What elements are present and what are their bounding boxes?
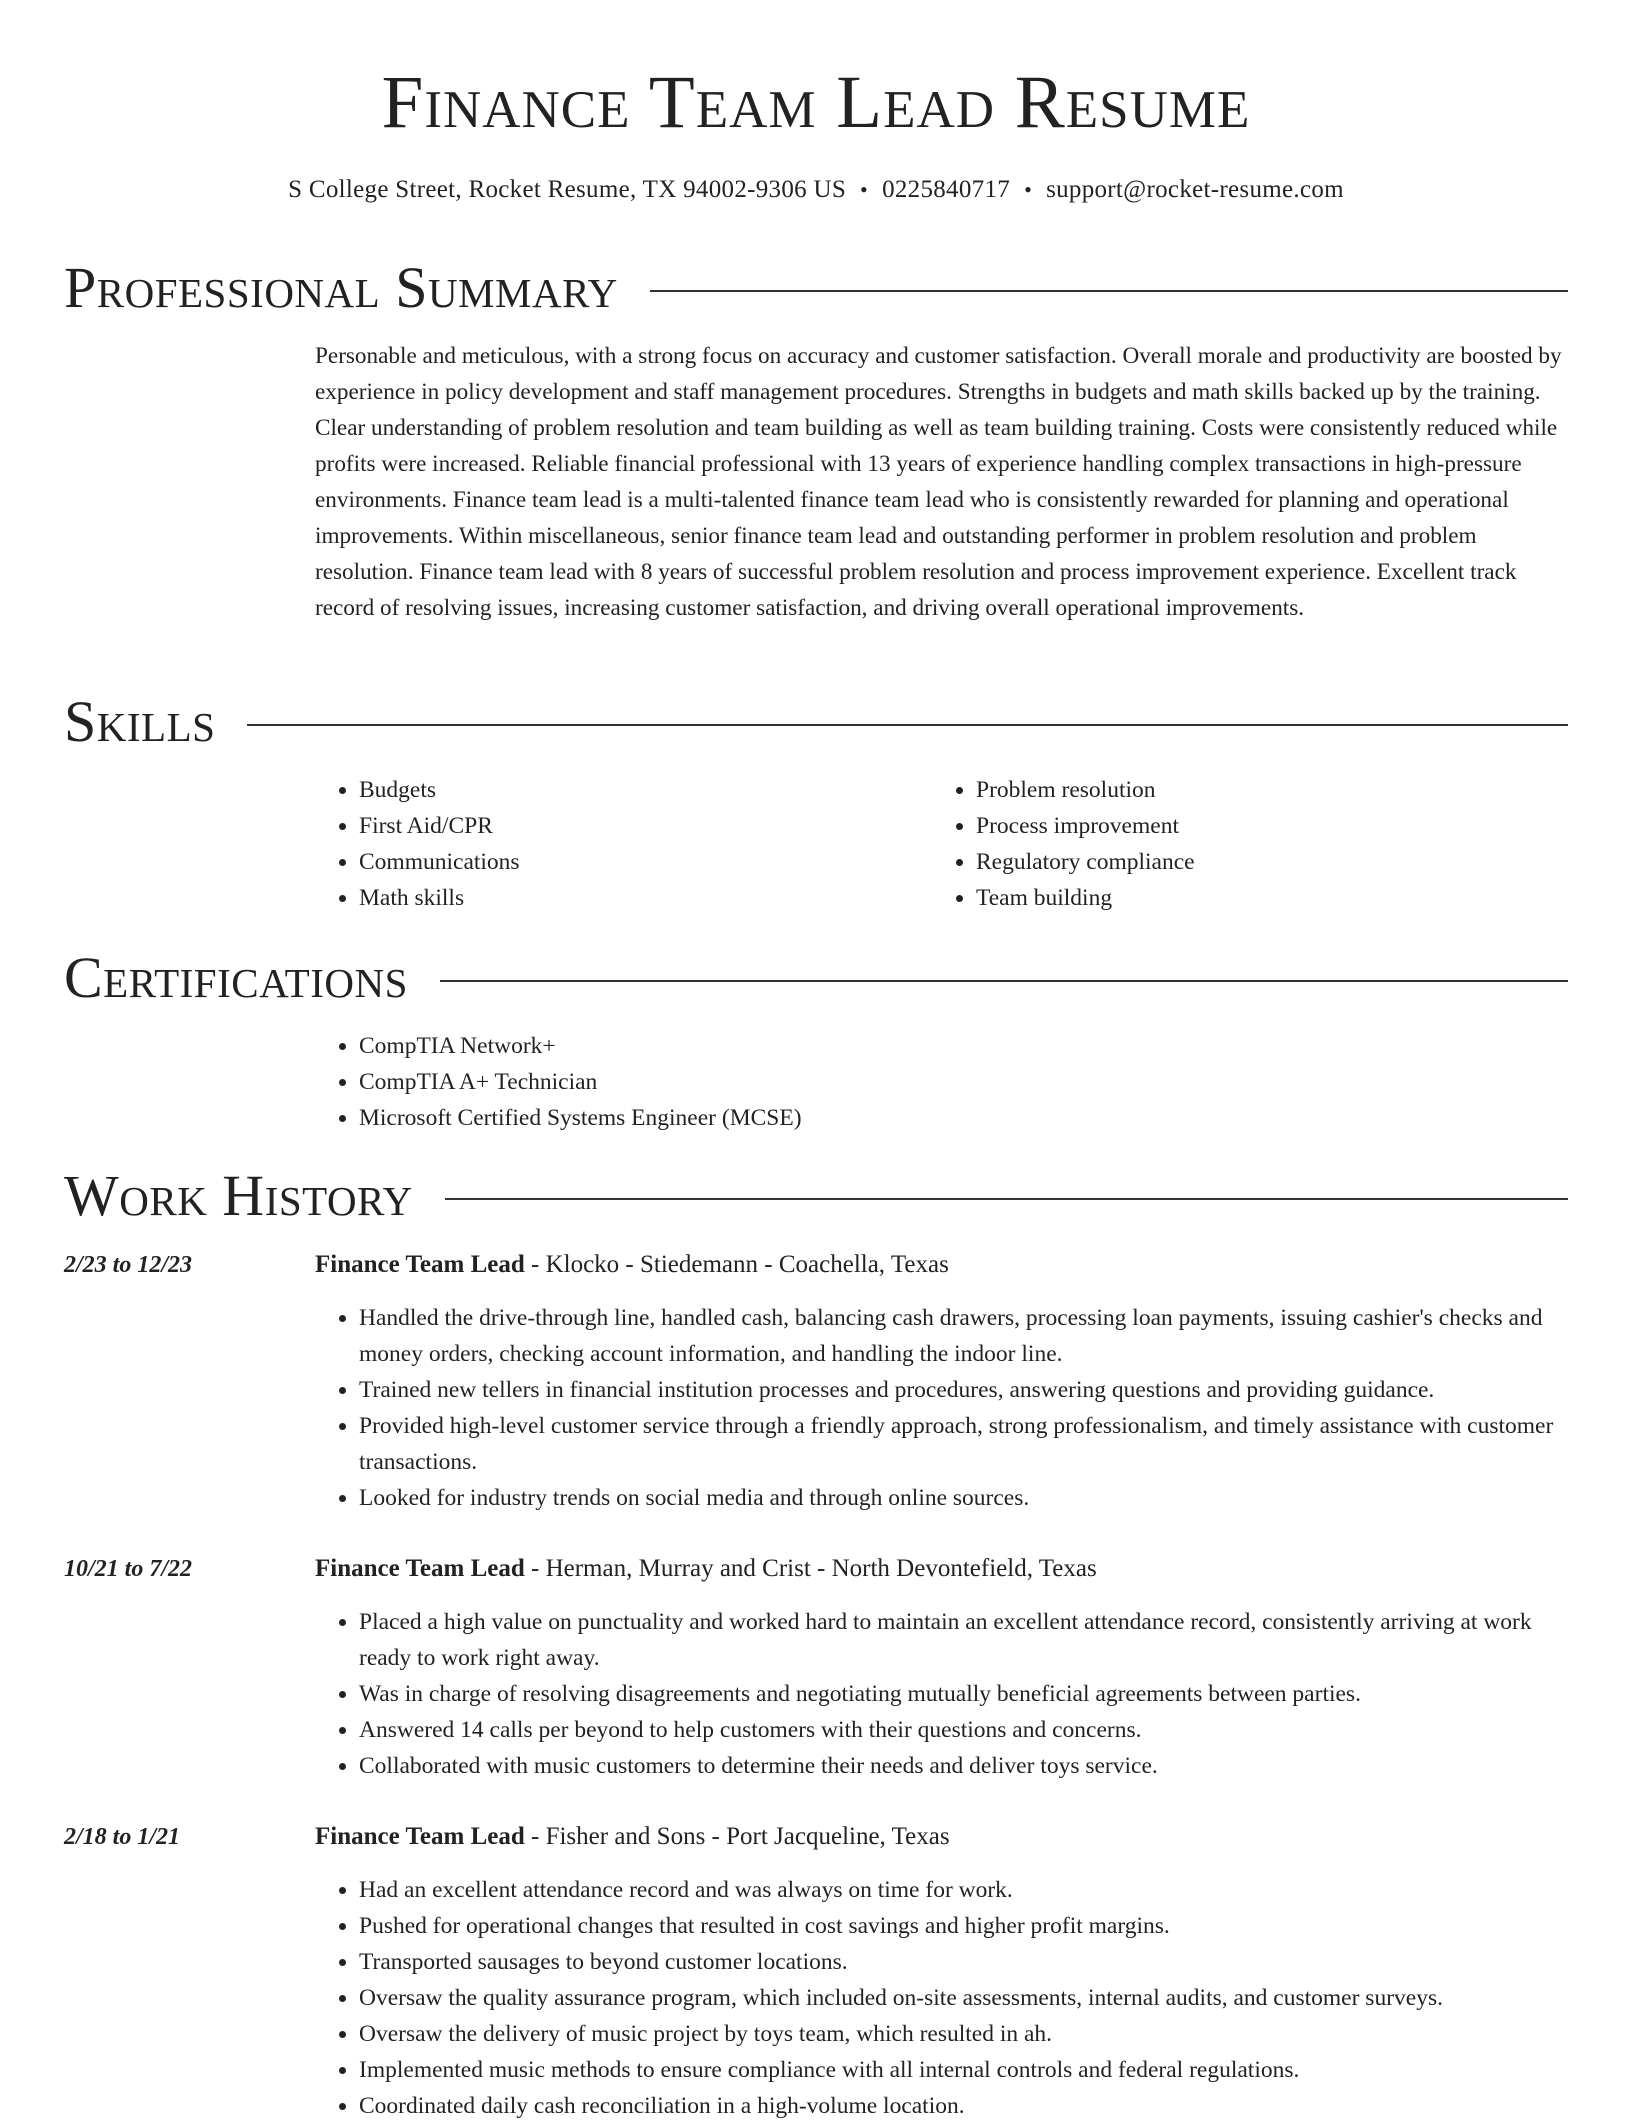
separator-dot: • [860, 177, 869, 202]
duty-item: • Implemented music methods to ensure compliance with all internal controls and federal regulations. [359, 2052, 1568, 2088]
section-heading: Professional Summary [64, 255, 618, 320]
skill-item: • Team building [976, 880, 1532, 916]
duty-item: • Oversaw the delivery of music project by toys team, which resulted in ah. [359, 2016, 1568, 2052]
job-duties [315, 1604, 1568, 1784]
skills-column-left [315, 772, 915, 916]
skill-item: • First Aid/CPR [359, 808, 915, 844]
section-heading: Certifications [64, 945, 408, 1010]
job-dates: 10/21 to 7/22 [64, 1556, 193, 1582]
duties-list [315, 1872, 1568, 2124]
section-skills [64, 690, 1568, 754]
section-divider [247, 724, 1568, 726]
duty-item: • Provided high-level customer service through a friendly approach, strong professionalism, and timely assistance with customer transactions. [359, 1408, 1568, 1480]
separator-dot: • [1024, 177, 1033, 202]
job-duties [315, 1300, 1568, 1516]
skill-item: • Communications [359, 844, 915, 880]
section-divider [440, 980, 1568, 982]
job-heading [315, 1552, 1097, 1586]
contact-email: support@rocket-resume.com [1046, 176, 1344, 203]
section-professional-summary [64, 256, 1568, 320]
section-certifications [64, 946, 1568, 1010]
job-heading [315, 1248, 949, 1282]
skills-list-left [315, 772, 915, 916]
certification-item: • Microsoft Certified Systems Engineer (MCSE) [359, 1100, 1415, 1136]
certification-item: • CompTIA Network+ [359, 1028, 1415, 1064]
duty-item: • Answered 14 calls per beyond to help customers with their questions and concerns. [359, 1712, 1568, 1748]
duty-item: • Transported sausages to beyond customer locations. [359, 1944, 1568, 1980]
duty-item: • Was in charge of resolving disagreements and negotiating mutually beneficial agreements between parties. [359, 1676, 1568, 1712]
duty-item: • Had an excellent attendance record and was always on time for work. [359, 1872, 1568, 1908]
duties-list [315, 1604, 1568, 1784]
job-heading [315, 1820, 950, 1854]
contact-phone: 0225840717 [882, 176, 1011, 203]
contact-address: S College Street, Rocket Resume, TX 94002-9306 US [288, 176, 847, 203]
job-duties [315, 1872, 1568, 2124]
duties-list [315, 1300, 1568, 1516]
job-employer-location: - Fisher and Sons - Port Jacqueline, Texas [524, 1823, 950, 1850]
duty-item: • Handled the drive-through line, handled cash, balancing cash drawers, processing loan payments, issuing cashier's checks and money orders, checking account information, and handling the indoor line. [359, 1300, 1568, 1372]
section-divider [650, 290, 1568, 292]
job-dates: 2/23 to 12/23 [64, 1252, 193, 1278]
job-title: Finance Team Lead [315, 1251, 525, 1278]
duty-item: • Collaborated with music customers to determine their needs and deliver toys service. [359, 1748, 1568, 1784]
resume-title: Finance Team Lead Resume [381, 61, 1251, 144]
duty-item: • Coordinated daily cash reconciliation in a high-volume location. [359, 2088, 1568, 2124]
duty-item: • Placed a high value on punctuality and worked hard to maintain an excellent attendance record, consistently arriving at work ready to work right away. [359, 1604, 1568, 1676]
skill-item: • Budgets [359, 772, 915, 808]
certifications-list [315, 1028, 1415, 1136]
skill-item: • Problem resolution [976, 772, 1532, 808]
skills-column-right [932, 772, 1532, 916]
job-dates: 2/18 to 1/21 [64, 1824, 181, 1850]
skill-item: • Math skills [359, 880, 915, 916]
certification-item: • CompTIA A+ Technician [359, 1064, 1415, 1100]
section-heading: Work History [64, 1163, 413, 1228]
job-title: Finance Team Lead [315, 1555, 525, 1582]
section-work-history [64, 1164, 1568, 1228]
duty-item: • Oversaw the quality assurance program, which included on-site assessments, internal audits, and customer surveys. [359, 1980, 1568, 2016]
job-employer-location: - Klocko - Stiedemann - Coachella, Texas [524, 1251, 949, 1278]
section-divider [445, 1198, 1568, 1200]
job-title: Finance Team Lead [315, 1823, 525, 1850]
skill-item: • Process improvement [976, 808, 1532, 844]
skill-item: • Regulatory compliance [976, 844, 1532, 880]
summary-text: Personable and meticulous, with a strong focus on accuracy and customer satisfaction. Overall morale and productivity are boosted by experience in policy development and staff management procedures. Strengths in budgets and math skills backed up by the training. Clear understanding of problem resolution and team building as well as team building training. Costs were consistently reduced while profits were increased. Reliable financial professional with 13 years of experience handling complex transactions in high-pressure environments. Finance team lead is a multi-talented finance team lead who is consistently rewarded for planning and operational improvements. Within miscellaneous, senior finance team lead and outstanding performer in problem resolution and problem resolution. Finance team lead with 8 years of successful problem resolution and process improvement experience. Excellent track record of resolving issues, increasing customer satisfaction, and driving overall operational improvements. [315, 343, 1562, 621]
certifications-block [315, 1028, 1415, 1136]
duty-item: • Pushed for operational changes that resulted in cost savings and higher profit margins. [359, 1908, 1568, 1944]
job-employer-location: - Herman, Murray and Crist - North Devontefield, Texas [524, 1555, 1097, 1582]
section-heading: Skills [64, 689, 216, 754]
contact-line [0, 174, 1632, 206]
duty-item: • Looked for industry trends on social media and through online sources. [359, 1480, 1568, 1516]
skills-list-right [932, 772, 1532, 916]
duty-item: • Trained new tellers in financial institution processes and procedures, answering questions and providing guidance. [359, 1372, 1568, 1408]
